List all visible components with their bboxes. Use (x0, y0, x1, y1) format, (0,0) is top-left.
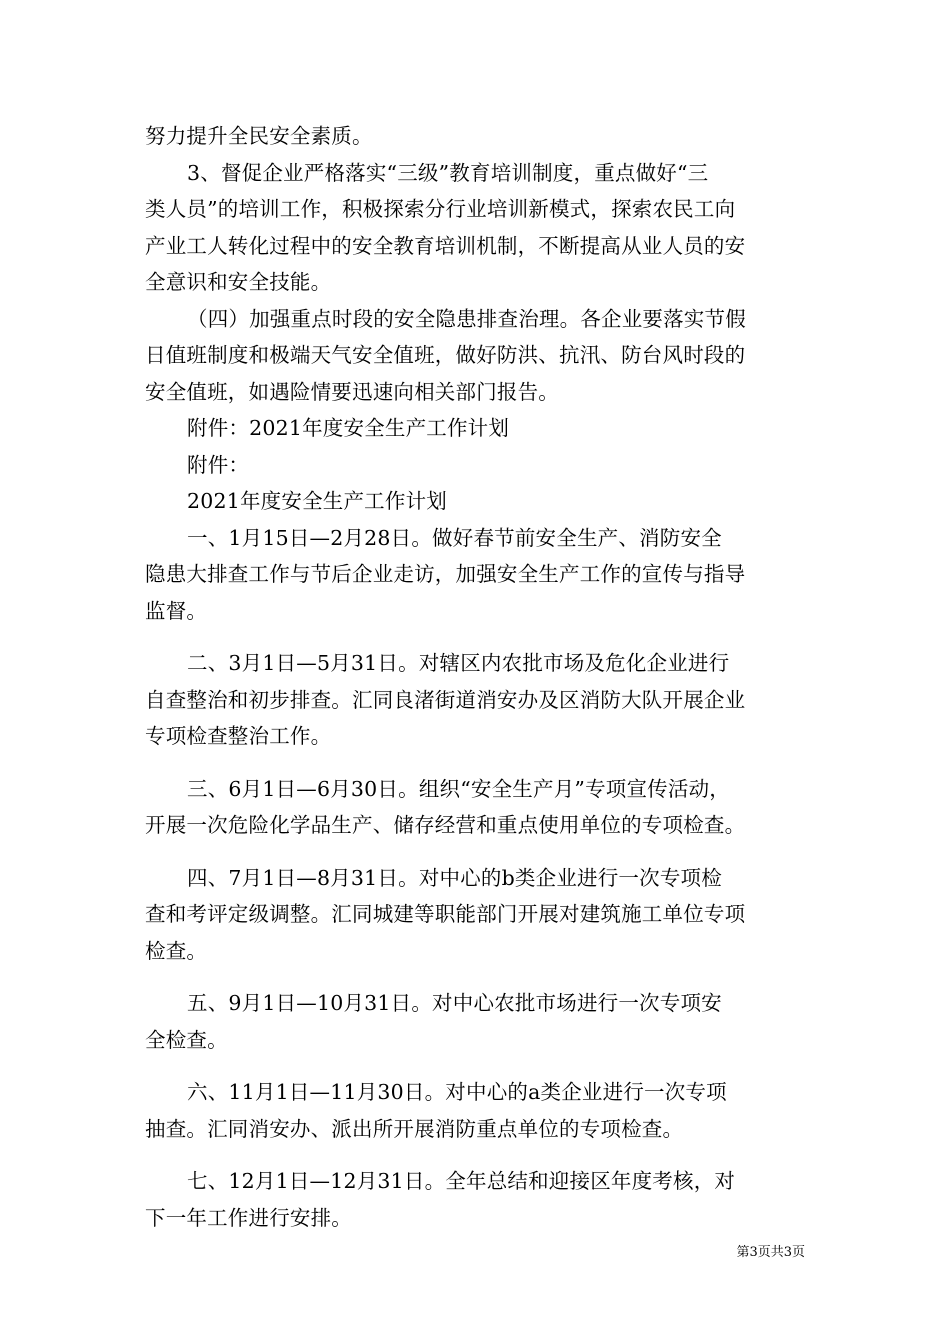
page-number: 第3页共3页 (736, 1245, 805, 1260)
text-line: 全意识和安全技能。 (145, 270, 332, 294)
plan-title: 2021年度安全生产工作计划 (187, 489, 447, 513)
text-line: 开展一次危险化学品生产、储存经营和重点使用单位的专项检查。 (145, 813, 746, 837)
text-line: 抽查。汇同消安办、派出所开展消防重点单位的专项检查。 (145, 1116, 684, 1141)
text-line: 检查。 (145, 938, 208, 963)
attachment-line: 附件：2021年度安全生产工作计划 (187, 416, 510, 440)
plan-item-5: 五、9月1日—10月31日。对中心农批市场进行一次专项安 (187, 991, 722, 1015)
text-line: 查和考评定级调整。汇同城建等职能部门开展对建筑施工单位专项 (145, 902, 746, 926)
text-line: 隐患大排查工作与节后企业走访，加强安全生产工作的宣传与指导 (145, 562, 746, 586)
text-line: 下一年工作进行安排。 (145, 1205, 352, 1230)
plan-item-6: 六、11月1日—11月30日。对中心的a类企业进行一次专项 (187, 1080, 727, 1104)
text-line: 安全值班，如遇险情要迅速向相关部门报告。 (145, 379, 559, 404)
text-line: 类人员”的培训工作，积极探索分行业培训新模式，探索农民工向 (145, 197, 736, 221)
plan-item-7: 七、12月1日—12月31日。全年总结和迎接区年度考核，对 (187, 1169, 736, 1193)
text-line: 监督。 (145, 598, 208, 623)
text-line: 全检查。 (145, 1027, 228, 1052)
text-line: 自查整治和初步排查。汇同良渚街道消安办及区消防大队开展企业 (145, 687, 746, 712)
plan-item-4: 四、7月1日—8月31日。对中心的b类企业进行一次专项检 (187, 865, 722, 890)
text-line: 专项检查整治工作。 (145, 724, 332, 748)
plan-item-1: 一、1月15日—2月28日。做好春节前安全生产、消防安全 (187, 525, 722, 550)
document-body (145, 118, 810, 1236)
text-line: 日值班制度和极端天气安全值班，做好防洪、抗汛、防台风时段的 (145, 343, 746, 367)
text-line: 3、督促企业严格落实“三级”教育培训制度，重点做好“三 (187, 160, 709, 185)
attachment-label: 附件： (187, 452, 250, 477)
plan-item-3: 三、6月1日—6月30日。组织“安全生产月”专项宣传活动， (187, 776, 730, 801)
text-line: （四）加强重点时段的安全隐患排查治理。各企业要落实节假 (187, 306, 746, 331)
plan-item-2: 二、3月1日—5月31日。对辖区内农批市场及危化企业进行 (187, 651, 730, 675)
text-line: 努力提升全民安全素质。 (145, 124, 373, 148)
text-line: 产业工人转化过程中的安全教育培训机制，不断提高从业人员的安 (145, 233, 746, 258)
